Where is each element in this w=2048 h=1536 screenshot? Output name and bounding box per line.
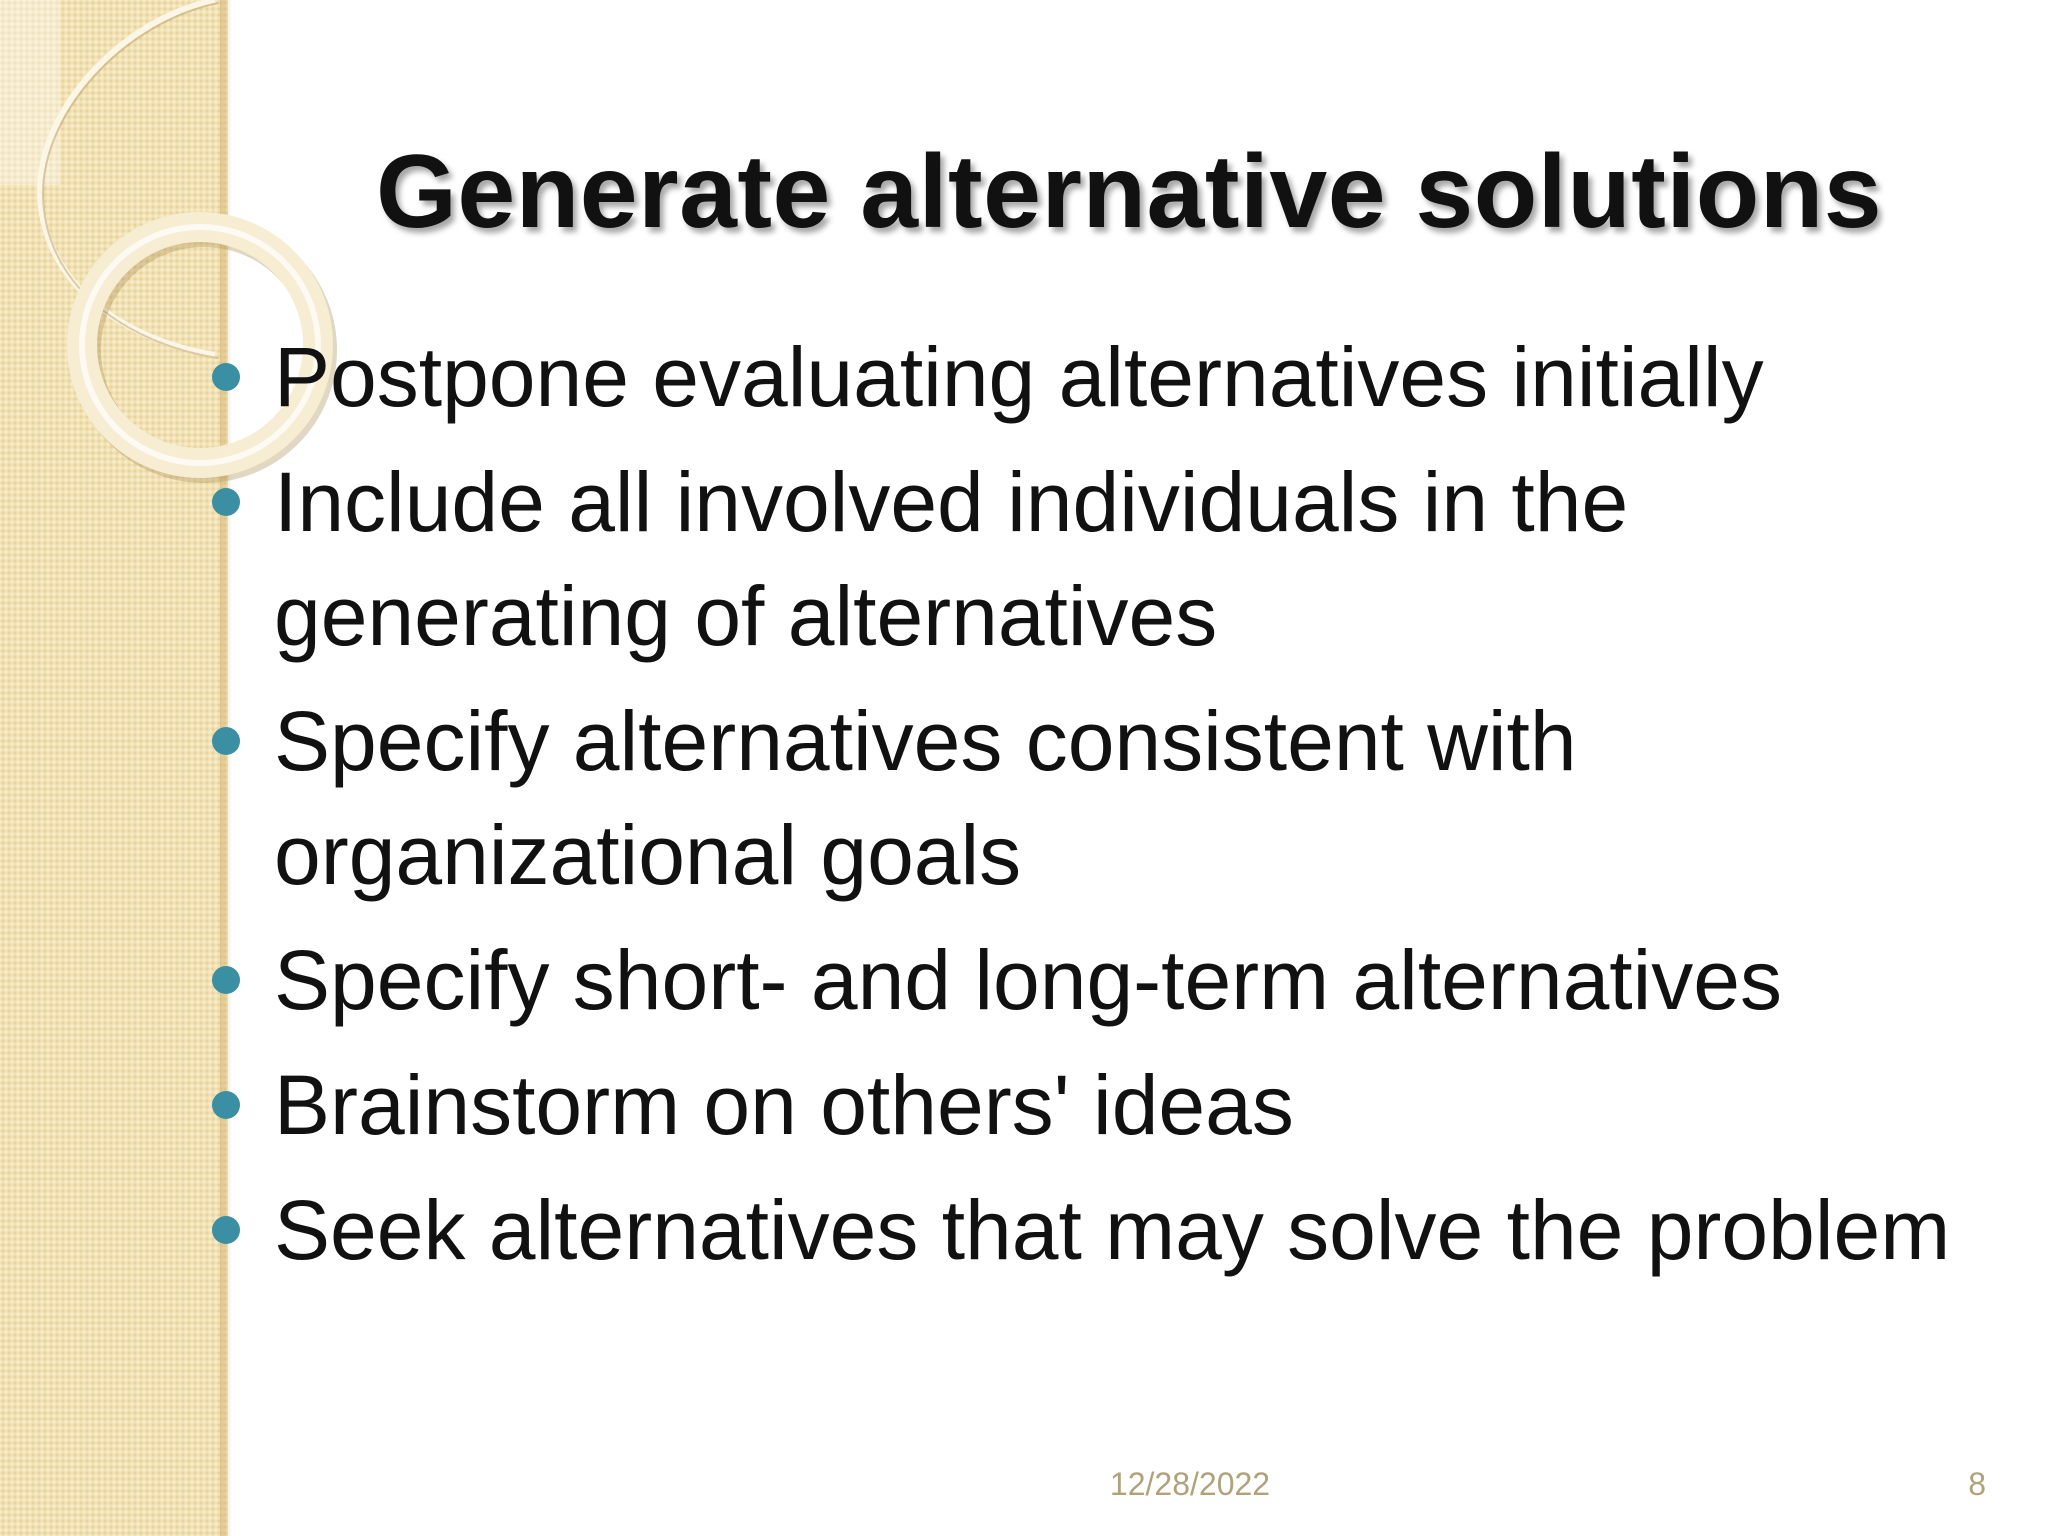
bullet-item — [210, 1048, 1990, 1162]
bullet-list — [210, 320, 1990, 1298]
bullet-item — [210, 445, 1990, 673]
bullet-text: Specify alternatives consistent with organizational goals — [274, 694, 1577, 902]
bullet-item — [210, 684, 1990, 912]
bullet-item — [210, 1173, 1990, 1287]
bullet-icon — [212, 488, 240, 516]
footer-date: 12/28/2022 — [1109, 1466, 1271, 1502]
bullet-icon — [212, 727, 240, 755]
bullet-text: Include all involved individuals in the generating of alternatives — [274, 455, 1629, 663]
bullet-text: Postpone evaluating alternatives initially — [274, 330, 1764, 424]
bullet-item — [210, 320, 1990, 434]
slide-number: 8 — [1968, 1466, 1986, 1502]
bullet-text: Seek alternatives that may solve the problem — [274, 1183, 1951, 1277]
slide-title: Generate alternative solutions — [376, 134, 1883, 250]
bullet-text: Brainstorm on others' ideas — [274, 1058, 1294, 1152]
bullet-icon — [212, 363, 240, 391]
bullet-item — [210, 923, 1990, 1037]
bullet-icon — [212, 1216, 240, 1244]
bullet-icon — [212, 966, 240, 994]
bullet-text: Specify short- and long-term alternatives — [274, 933, 1783, 1027]
bullet-icon — [212, 1091, 240, 1119]
